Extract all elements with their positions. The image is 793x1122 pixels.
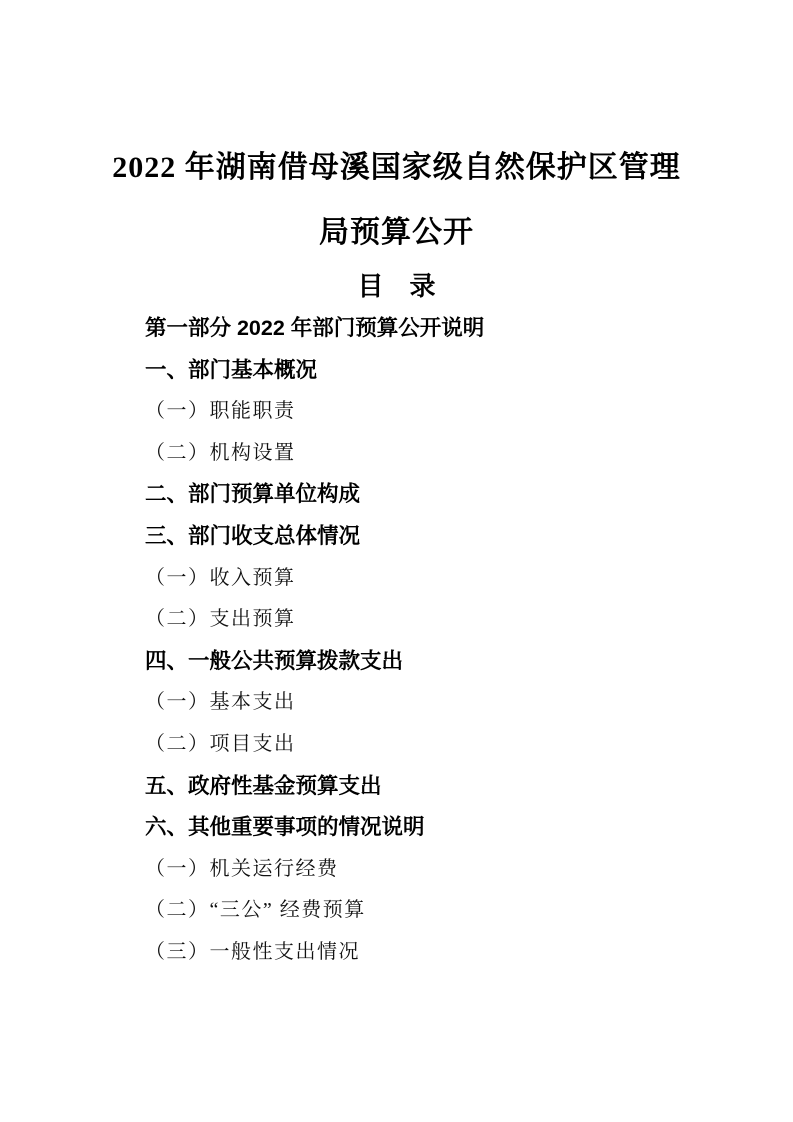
toc-item-section-2: 二、部门预算单位构成 [145,482,361,507]
toc-item-part1: 第一部分 2022 年部门预算公开说明 [145,316,485,340]
toc-item-section-5: 五、政府性基金预算支出 [145,773,382,798]
toc-item-section-6-sub-2: （二）“三公” 经费预算 [145,899,366,922]
document-title [0,135,793,265]
toc-item-section-4: 四、一般公共预算拨款支出 [145,648,404,673]
toc-item-section-4-sub-2: （二）项目支出 [145,732,296,755]
toc-item-section-3-sub-2: （二）支出预算 [145,608,296,631]
toc-item-section-1-sub-1: （一）职能职责 [145,400,296,423]
title-line-2: 局预算公开 [319,216,474,249]
toc-heading: 目 录 [357,271,436,301]
toc-list [0,308,793,974]
toc-item-section-6-sub-3: （三）一般性支出情况 [145,940,360,963]
toc-item-section-6: 六、其他重要事项的情况说明 [145,815,425,840]
toc-item-section-3-sub-1: （一）收入预算 [145,566,296,589]
title-line-1: 2022 年湖南借母溪国家级自然保护区管理 [112,151,681,184]
toc-item-section-6-sub-1: （一）机关运行经费 [145,857,339,880]
toc-item-section-3: 三、部门收支总体情况 [145,523,361,548]
toc-item-section-1: 一、部门基本概况 [145,357,318,382]
toc-item-section-4-sub-1: （一）基本支出 [145,691,296,714]
toc-item-section-1-sub-2: （二）机构设置 [145,441,296,464]
